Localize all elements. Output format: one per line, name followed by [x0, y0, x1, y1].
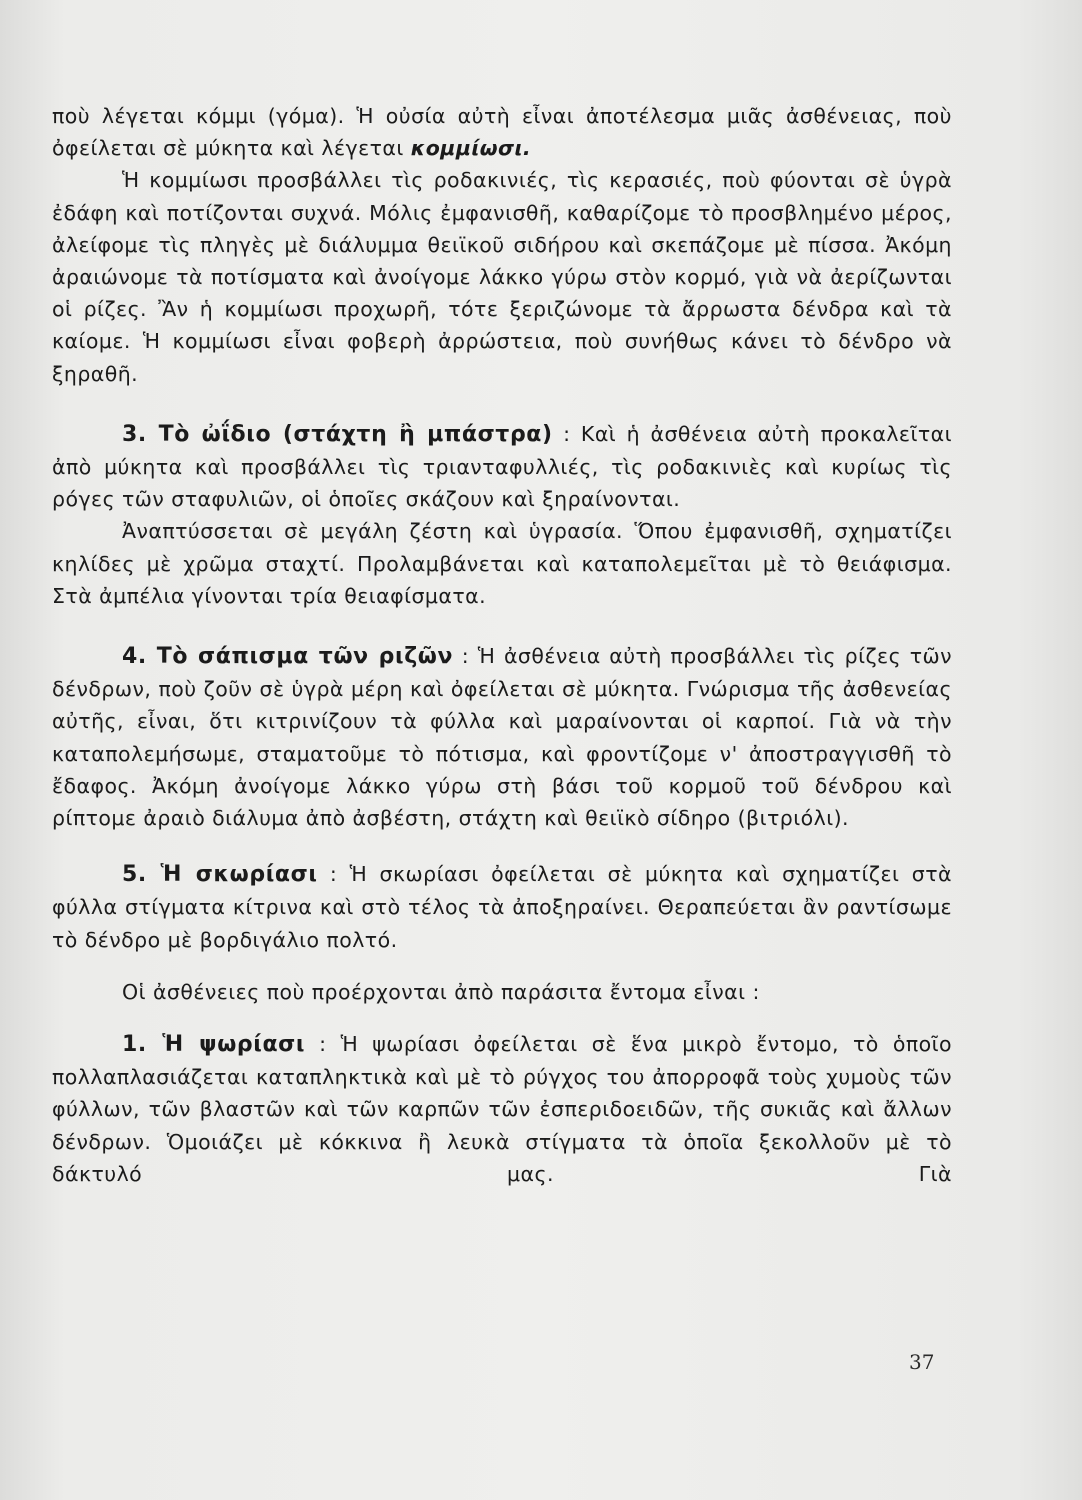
term-kommiosi: κομμίωσι. [410, 136, 532, 161]
section-heading: 4. Τὸ σάπισμα τῶν ριζῶν [122, 644, 454, 670]
paragraph-insect-diseases-intro [52, 976, 952, 1008]
section-5-rust [52, 858, 952, 956]
paragraph-gum-intro [52, 100, 952, 164]
body-text [52, 100, 952, 1190]
paragraph-text: Οἱ ἀσθένειες ποὺ προέρχονται ἀπὸ παράσιτα ἔντομα εἶναι : [122, 979, 760, 1004]
paragraph-text: : Καὶ ἡ ἀσθένεια αὐτὴ προκαλεῖται ἀπὸ μύκητα καὶ προσβάλλει τὶς τριανταφυλλιές, τὶς ροδακινιὲς καὶ κυρίως τὶς ρόγες τῶν σταφυλιῶν, οἱ ὁποῖες σκάζουν καὶ ξηραίνονται. [52, 421, 952, 512]
paragraph-oidium-details [52, 515, 952, 612]
section-heading: 1. Ἡ ψωρίασι [122, 1032, 306, 1058]
paragraph-text: : Ἡ σκωρίασι ὀφείλεται σὲ μύκητα καὶ σχηματίζει στὰ φύλλα στίγματα κίτρινα καὶ στὸ τέλος τὰ ἀποξηραίνει. Θεραπεύεται ἂν ραντίσωμε τὸ δένδρο μὲ βορδιγάλιο πολτό. [52, 862, 953, 952]
page-number: 37 [909, 1350, 935, 1374]
section-3-oidium [52, 418, 952, 516]
section-heading: 3. Τὸ ὠΐδιο (στάχτη ἢ μπάστρα) [122, 421, 553, 447]
paragraph-text: : Ἡ ψωρίασι ὀφείλεται σὲ ἕνα μικρὸ ἔντομο, τὸ ὁποῖο πολλαπλασιάζεται καταπληκτικὰ καὶ μὲ τὸ ρύγχος του ἀπορροφᾶ τοὺς χυμοὺς τῶν φύλλων, τῶν βλαστῶν καὶ τῶν καρπῶν τῶν ἐσπεριδοειδῶν, τῆς συκιᾶς καὶ ἄλλων δένδρων. Ὁμοιάζει μὲ κόκκινα ἢ λευκὰ στίγματα τὰ ὁποῖα ξεκολλοῦν μὲ τὸ δάκτυλό μας. Γιὰ [52, 1032, 953, 1186]
section-heading: 5. Ἡ σκωρίασι [122, 862, 318, 888]
paragraph-text: ποὺ λέγεται κόμμι (γόμα). Ἡ οὐσία αὐτὴ εἶναι ἀποτέλεσμα μιᾶς ἀσθένειας, ποὺ ὀφείλεται σὲ μύκητα καὶ λέγεται [52, 104, 952, 161]
paragraph-text: : Ἡ ἀσθένεια αὐτὴ προσβάλλει τὶς ρίζες τῶν δένδρων, ποὺ ζοῦν σὲ ὑγρὰ μέρη καὶ ὀφείλεται σὲ μύκητα. Γνώρισμα τῆς ἀσθενείας αὐτῆς, εἶναι, ὅτι κιτρινίζουν τὰ φύλλα καὶ μαραίνονται οἱ καρποί. Γιὰ νὰ τὴν καταπολεμήσωμε, σταματοῦμε τὸ πότισμα, καὶ φροντίζομε ν' ἀποστραγγισθῆ τὸ ἔδαφος. Ἀκόμη ἀνοίγομε λάκκο γύρω στὴ βάσι τοῦ κορμοῦ τοῦ δένδρου καὶ ρίπτομε ἀραιὸ διάλυμα ἀπὸ ἀσβέστη, στάχτη καὶ θειϊκὸ σίδηρο (βιτριόλι). [52, 644, 953, 831]
section-1-psoriasis [52, 1028, 952, 1190]
paragraph-gum-treatment [52, 164, 952, 389]
paragraph-text: Ἡ κομμίωσι προσβάλλει τὶς ροδακινιές, τὶς κερασιές, ποὺ φύονται σὲ ὑγρὰ ἐδάφη καὶ ποτίζονται συχνά. Μόλις ἐμφανισθῆ, καθαρίζομε τὸ προσβλημένο μέρος, ἀλείφομε τὶς πληγὲς μὲ διάλυμμα θειϊκοῦ σιδήρου καὶ σκεπάζομε μὲ πίσσα. Ἀκόμη ἀραιώνομε τὰ ποτίσματα καὶ ἀνοίγομε λάκκο γύρω στὸν κορμό, γιὰ νὰ ἀερίζωνται οἱ ρίζες. Ἂν ἡ κομμίωσι προχωρῆ, τότε ξεριζώνομε τὰ ἄρρωστα δένδρα καὶ τὰ καίομε. Ἡ κομμίωσι εἶναι φοβερὴ ἀρρώστεια, ποὺ συνήθως κάνει τὸ δένδρο νὰ ξηραθῆ. [52, 168, 952, 386]
paragraph-text: Ἀναπτύσσεται σὲ μεγάλη ζέστη καὶ ὑγρασία. Ὅπου ἐμφανισθῆ, σχηματίζει κηλίδες μὲ χρῶμα σταχτί. Προλαμβάνεται καὶ καταπολεμεῖται μὲ τὸ θειάφισμα. Στὰ ἀμπέλια γίνονται τρία θειαφίσματα. [52, 519, 952, 608]
section-4-root-rot [52, 640, 952, 834]
